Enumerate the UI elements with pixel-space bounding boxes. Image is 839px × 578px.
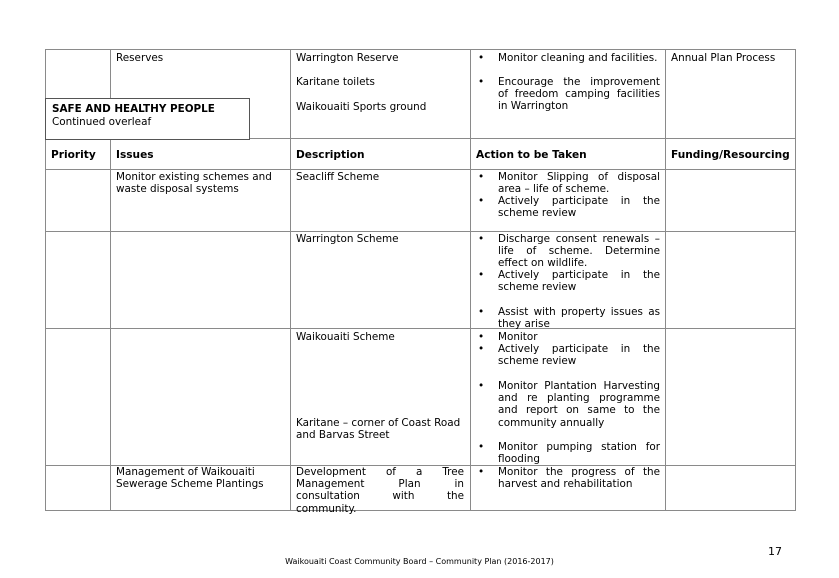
table-col-line-3: [470, 49, 471, 511]
bullet-icon: •: [478, 76, 485, 88]
top-funding: Annual Plan Process: [671, 52, 776, 64]
table-border-right: [795, 49, 796, 511]
section-box: [45, 98, 250, 140]
row3-description: Waikouaiti Scheme: [296, 331, 395, 343]
bullet-icon: •: [478, 380, 485, 392]
table-border-row1: [45, 231, 796, 232]
section-title: SAFE AND HEALTHY PEOPLE: [52, 103, 215, 115]
bullet-icon: •: [478, 233, 485, 245]
top-issue: Reserves: [116, 52, 164, 64]
top-description-1: Warrington Reserve: [296, 52, 399, 64]
section-subtitle: Continued overleaf: [52, 116, 152, 128]
row1-issue: Monitor existing schemes and waste disposal systems: [116, 171, 272, 196]
header-action: Action to be Taken: [476, 149, 587, 161]
table-col-line-2: [290, 49, 291, 511]
table-border-top: [45, 49, 796, 50]
table-col-line-1-top: [110, 49, 111, 98]
bullet-icon: •: [478, 195, 485, 207]
row2-description: Warrington Scheme: [296, 233, 399, 245]
bullet-icon: •: [478, 306, 485, 318]
top-description-2: Karitane toilets: [296, 76, 375, 88]
row3-description-2: Karitane – corner of Coast Road and Barvas Street: [296, 417, 461, 442]
row4-description: Development of a Tree Management Plan in consultation with the community.: [296, 466, 464, 515]
header-description: Description: [296, 149, 365, 161]
bullet-icon: •: [478, 269, 485, 281]
bullet-icon: •: [478, 466, 485, 478]
bullet-icon: •: [478, 343, 485, 355]
header-funding: Funding/Resourcing: [671, 149, 790, 161]
bullet-icon: •: [478, 331, 485, 343]
page-number: 17: [768, 545, 782, 558]
document-page: SAFE AND HEALTHY PEOPLE Continued overleaf Reserves Warrington Reserve Karitane toilets Waikouaiti Sports ground • Monitor cleaning and facilities. • Encourage the improvement of freedom camping facilities in Warrington Annual Plan Process Priority Issues Description Action to be Taken Funding/Resourcing Monitor existing schemes and waste disposal systems Seacliff Scheme • Monitor Slipping of disposal area – life of scheme. • Actively participate in the scheme review Warrington Scheme • Discharge consent renewals – life of scheme. Determine effect on wildlife. • Actively participate in the scheme review • Assist with property issues as they arise Waikouaiti Scheme Karitane – corner of Coast Road and Barvas Street • Monitor • Actively participate in the scheme review • Monitor Plantation Harvesting and re planting programme and report on same to the community annually • Monitor pumping station for flooding Management of Waikouaiti Sewerage Scheme Plantings Development of a Tree Management Plan in consultation with the community. • Monitor the progress of the harvest and rehabilitation 17 Waikouaiti Coast Community Board – Community Plan (2016-2017): [0, 0, 839, 578]
bullet-icon: •: [478, 441, 485, 453]
table-border-header-bottom: [45, 169, 796, 170]
table-border-row2: [45, 328, 796, 329]
header-issues: Issues: [116, 149, 154, 161]
table-col-line-4: [665, 49, 666, 511]
bullet-icon: •: [478, 52, 485, 64]
bullet-icon: •: [478, 171, 485, 183]
page-footer: Waikouaiti Coast Community Board – Community Plan (2016-2017): [285, 557, 554, 566]
table-col-line-1: [110, 138, 111, 511]
header-priority: Priority: [51, 149, 96, 161]
top-description-3: Waikouaiti Sports ground: [296, 101, 427, 113]
row4-issue: Management of Waikouaiti Sewerage Scheme Plantings: [116, 466, 264, 491]
row1-description: Seacliff Scheme: [296, 171, 380, 183]
